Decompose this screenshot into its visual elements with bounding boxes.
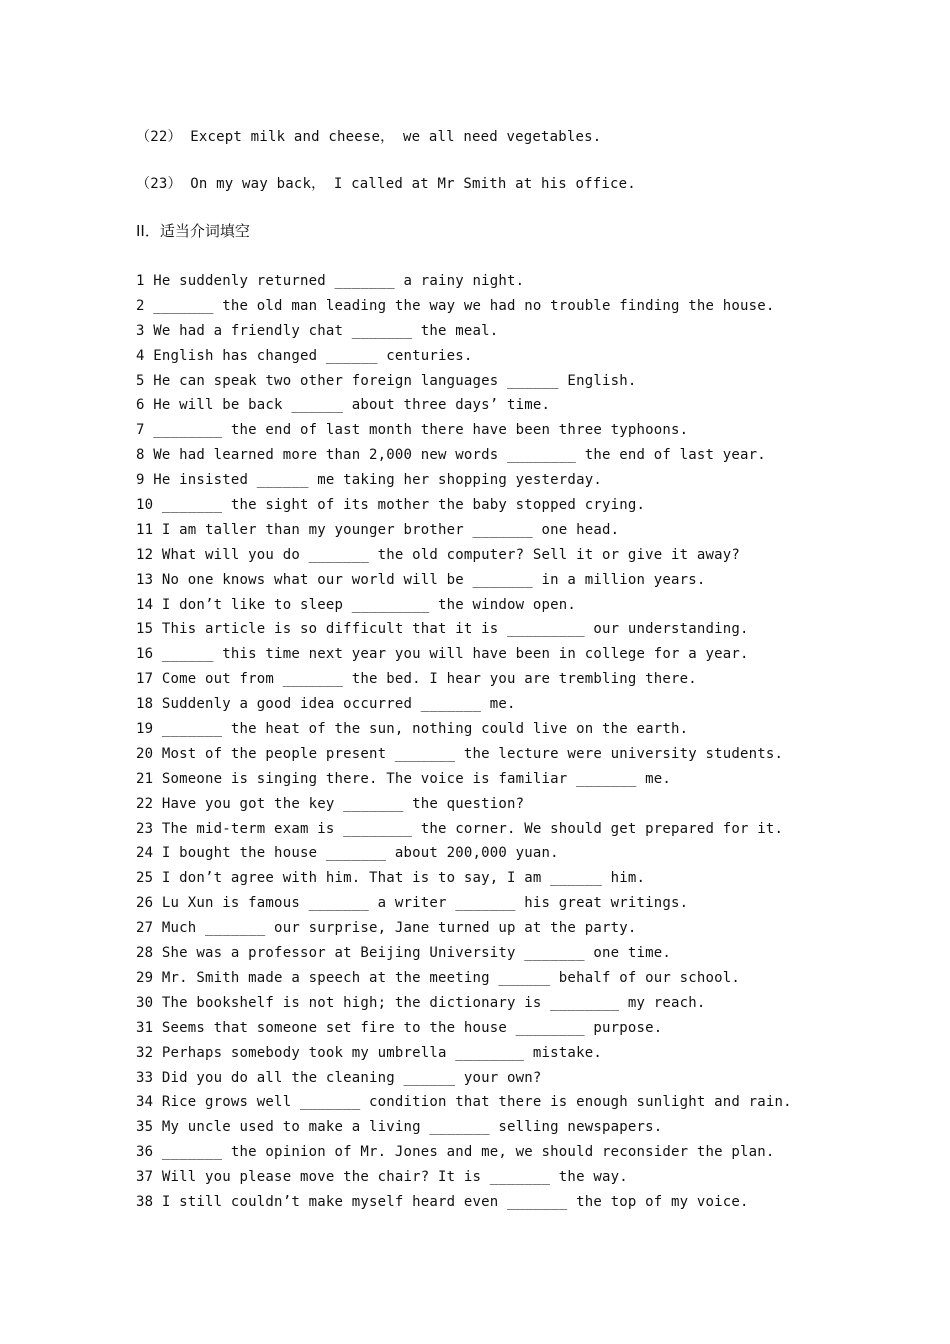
exercise-item-34: 34 Rice grows well _______ condition that there is enough sunlight and rain.	[136, 1094, 792, 1111]
exercise-item-15: 15 This article is so difficult that it is _________ our understanding.	[136, 621, 749, 638]
exercise-item-31: 31 Seems that someone set fire to the house ________ purpose.	[136, 1019, 663, 1036]
exercise-item-20: 20 Most of the people present _______ the lecture were university students.	[136, 745, 784, 762]
exercise-item-5: 5 He can speak two other foreign languages ______ English.	[136, 372, 637, 389]
exercise-item-13: 13 No one knows what our world will be _______ in a million years.	[136, 571, 706, 588]
exercise-item-30: 30 The bookshelf is not high; the dictionary is ________ my reach.	[136, 994, 706, 1011]
exercise-item-29: 29 Mr. Smith made a speech at the meeting ______ behalf of our school.	[136, 969, 741, 986]
paragraph-22: （22） Except milk and cheese， we all need vegetables.	[136, 129, 602, 145]
exercise-item-10: 10 _______ the sight of its mother the baby stopped crying.	[136, 497, 646, 514]
exercise-item-17: 17 Come out from _______ the bed. I hear you are trembling there.	[136, 671, 697, 688]
exercise-item-32: 32 Perhaps somebody took my umbrella ________ mistake.	[136, 1044, 602, 1061]
exercise-item-24: 24 I bought the house _______ about 200,000 yuan.	[136, 845, 559, 862]
exercise-item-18: 18 Suddenly a good idea occurred _______ me.	[136, 696, 516, 713]
exercise-item-28: 28 She was a professor at Beijing University _______ one time.	[136, 945, 671, 962]
exercise-item-19: 19 _______ the heat of the sun, nothing could live on the earth.	[136, 721, 689, 738]
exercise-item-3: 3 We had a friendly chat _______ the meal.	[136, 322, 499, 339]
section-heading: II．适当介词填空	[136, 222, 250, 240]
exercise-item-14: 14 I don’t like to sleep _________ the window open.	[136, 596, 577, 613]
exercise-item-6: 6 He will be back ______ about three days’ time.	[136, 397, 551, 414]
exercise-item-37: 37 Will you please move the chair? It is _______ the way.	[136, 1169, 628, 1186]
exercise-item-7: 7 ________ the end of last month there have been three typhoons.	[136, 422, 689, 439]
paragraph-23: （23） On my way back， I called at Mr Smith at his office.	[136, 176, 636, 192]
exercise-list	[136, 269, 792, 1215]
exercise-item-26: 26 Lu Xun is famous _______ a writer _______ his great writings.	[136, 895, 689, 912]
exercise-item-27: 27 Much _______ our surprise, Jane turned up at the party.	[136, 920, 637, 937]
exercise-item-35: 35 My uncle used to make a living _______ selling newspapers.	[136, 1119, 663, 1136]
exercise-item-21: 21 Someone is singing there. The voice is familiar _______ me.	[136, 770, 671, 787]
exercise-item-4: 4 English has changed ______ centuries.	[136, 347, 473, 364]
exercise-item-23: 23 The mid-term exam is ________ the corner. We should get prepared for it.	[136, 820, 784, 837]
exercise-item-9: 9 He insisted ______ me taking her shopping yesterday.	[136, 472, 602, 489]
exercise-item-1: 1 He suddenly returned _______ a rainy night.	[136, 273, 525, 289]
exercise-item-36: 36 _______ the opinion of Mr. Jones and me, we should reconsider the plan.	[136, 1144, 775, 1161]
exercise-item-38: 38 I still couldn’t make myself heard even _______ the top of my voice.	[136, 1193, 749, 1210]
exercise-item-12: 12 What will you do _______ the old computer? Sell it or give it away?	[136, 546, 741, 563]
exercise-item-16: 16 ______ this time next year you will have been in college for a year.	[136, 646, 749, 663]
exercise-item-11: 11 I am taller than my younger brother _______ one head.	[136, 521, 620, 538]
exercise-item-33: 33 Did you do all the cleaning ______ your own?	[136, 1069, 542, 1086]
exercise-item-25: 25 I don’t agree with him. That is to say, I am ______ him.	[136, 870, 646, 887]
exercise-item-2: 2 _______ the old man leading the way we had no trouble finding the house.	[136, 297, 775, 314]
exercise-item-22: 22 Have you got the key _______ the question?	[136, 795, 525, 812]
exercise-item-8: 8 We had learned more than 2,000 new words ________ the end of last year.	[136, 447, 766, 464]
